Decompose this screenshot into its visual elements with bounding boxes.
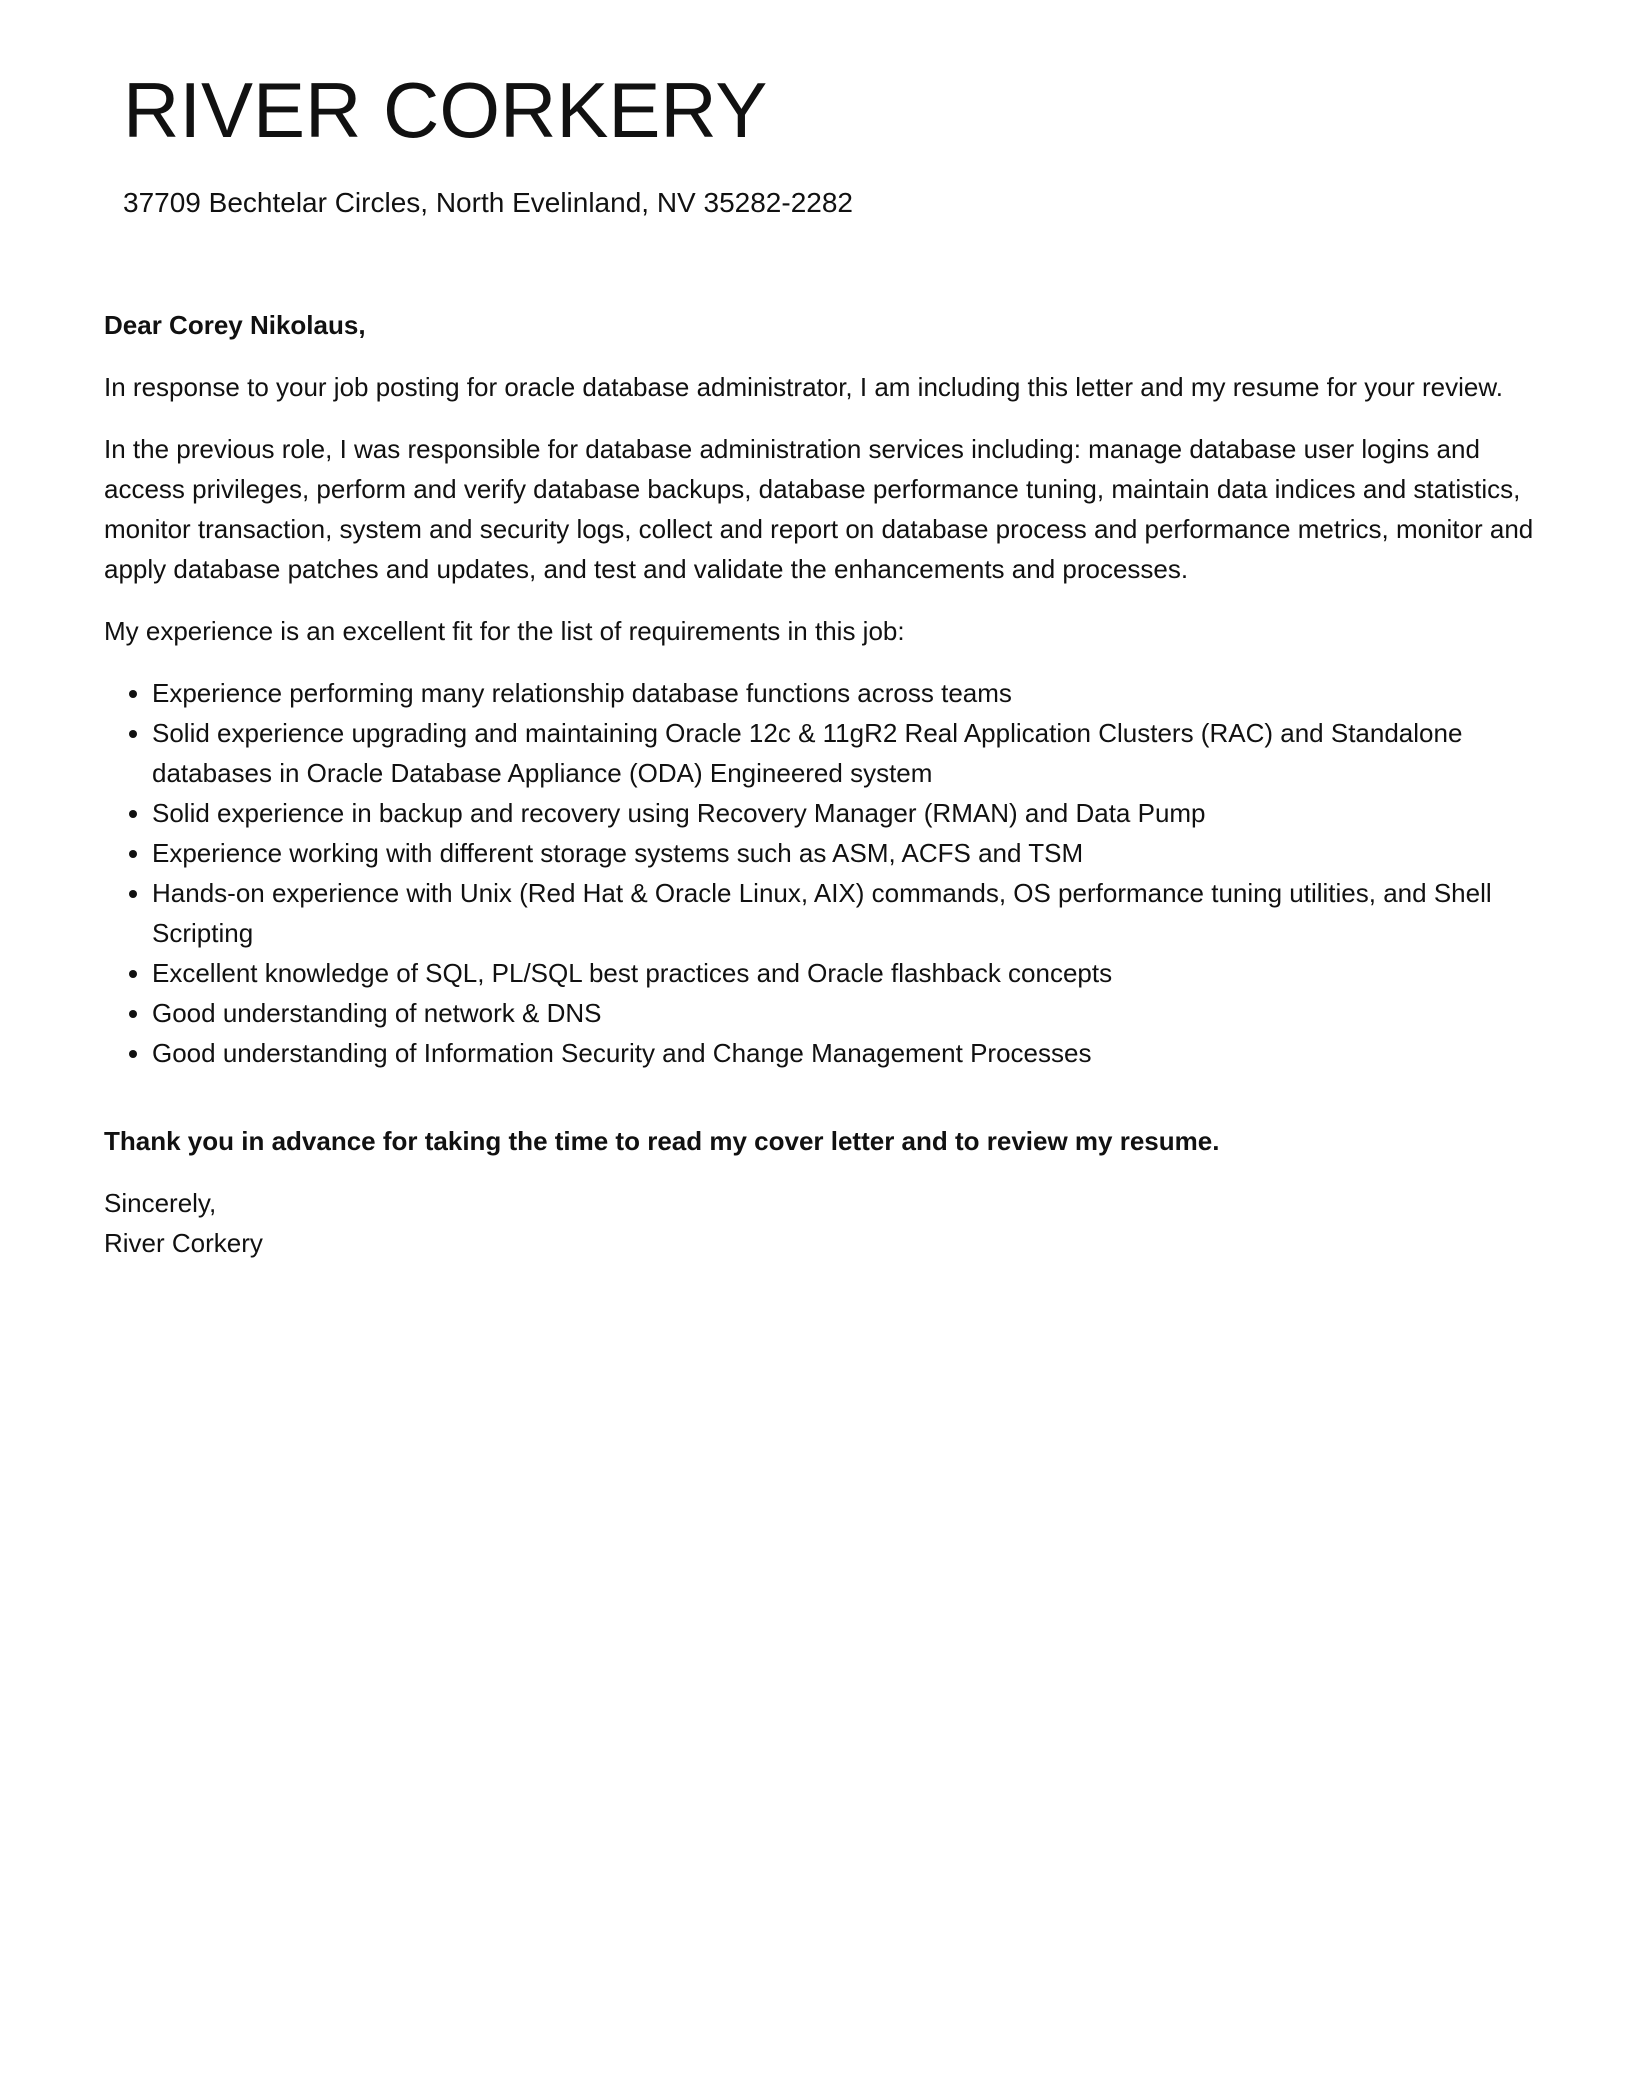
letter-body [104, 305, 1534, 1263]
experience-paragraph: In the previous role, I was responsible for database administration services including: manage database user logins and access privileges, perform and verify database backups, database performance tuning, maintain data indices and statistics, monitor transaction, system and security logs, collect and report on database process and performance metrics, monitor and apply database patches and updates, and test and validate the enhancements and processes. [104, 434, 1534, 584]
requirement-item: • Hands-on experience with Unix (Red Hat & Oracle Linux, AIX) commands, OS performance tuning utilities, and Shell Scripting [152, 873, 1534, 953]
requirement-item: • Excellent knowledge of SQL, PL/SQL best practices and Oracle flashback concepts [152, 953, 1534, 993]
intro-paragraph: In response to your job posting for oracle database administrator, I am including this letter and my resume for your review. [104, 372, 1503, 402]
applicant-name: RIVER CORKERY [123, 66, 768, 154]
requirements-list [104, 673, 1534, 1073]
requirements-intro: My experience is an excellent fit for the list of requirements in this job: [104, 616, 905, 646]
signature-name: River Corkery [104, 1228, 263, 1258]
requirement-item: • Good understanding of network & DNS [152, 993, 1534, 1033]
requirement-item: • Experience working with different storage systems such as ASM, ACFS and TSM [152, 833, 1534, 873]
closing-paragraph: Thank you in advance for taking the time to read my cover letter and to review my resume. [104, 1126, 1220, 1156]
requirement-item: • Solid experience upgrading and maintaining Oracle 12c & 11gR2 Real Application Clusters (RAC) and Standalone databases in Oracle Database Appliance (ODA) Engineered system [152, 713, 1534, 793]
signoff: Sincerely, [104, 1188, 217, 1218]
salutation: Dear Corey Nikolaus, [104, 310, 366, 340]
requirement-item: • Experience performing many relationship database functions across teams [152, 673, 1534, 713]
requirement-item: • Solid experience in backup and recovery using Recovery Manager (RMAN) and Data Pump [152, 793, 1534, 833]
applicant-address: 37709 Bechtelar Circles, North Evelinland, NV 35282-2282 [123, 186, 853, 218]
requirement-item: • Good understanding of Information Security and Change Management Processes [152, 1033, 1534, 1073]
letter-header [123, 68, 853, 219]
